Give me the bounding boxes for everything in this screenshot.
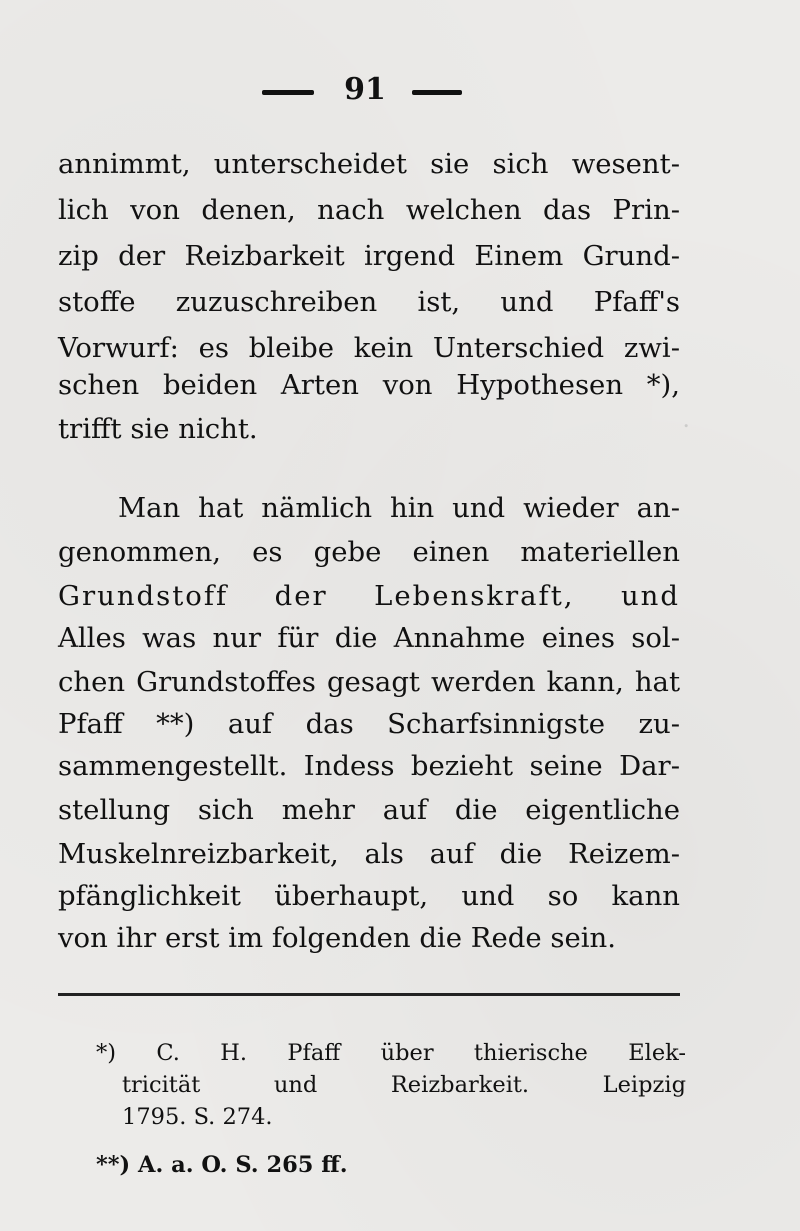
footnote-line: tricität und Reizbarkeit. Leipzig	[122, 1072, 686, 1098]
header-dash-right	[412, 90, 462, 95]
body-line: stoffe zuzuschreiben ist, und Pfaff's	[58, 286, 680, 318]
footnote-line: 1795. S. 274.	[122, 1104, 273, 1130]
body-line: Pfaff **) auf das Scharfsinnigste zu-	[58, 708, 680, 740]
page-number: 91	[344, 72, 386, 107]
body-line: Muskelnreizbarkeit, als auf die Reizem-	[58, 838, 680, 870]
body-line: stellung sich mehr auf die eigentliche	[58, 794, 680, 826]
body-line: von ihr erst im folgenden die Rede sein.	[58, 922, 616, 954]
show-through-text: .	[682, 405, 690, 433]
body-line: sammengestellt. Indess bezieht seine Dar-	[58, 750, 680, 782]
page-header	[0, 72, 800, 112]
body-line: genommen, es gebe einen materiellen	[58, 536, 680, 568]
body-line: annimmt, unterscheidet sie sich wesent-	[58, 148, 680, 180]
body-line: Grundstoff der Lebenskraft, und	[58, 580, 680, 612]
footnote-line: **) A. a. O. S. 265 ff.	[96, 1152, 348, 1178]
body-line: pfänglichkeit überhaupt, und so kann	[58, 880, 680, 912]
body-line: zip der Reizbarkeit irgend Einem Grund-	[58, 240, 680, 272]
body-line: schen beiden Arten von Hypothesen *),	[58, 369, 680, 401]
body-line: lich von denen, nach welchen das Prin-	[58, 194, 680, 226]
footnote-line: *) C. H. Pfaff über thierische Elek-	[96, 1040, 686, 1066]
body-line: Man hat nämlich hin und wieder an-	[118, 492, 680, 524]
header-dash-left	[262, 90, 314, 95]
body-line: trifft sie nicht.	[58, 413, 258, 445]
body-line: chen Grundstoffes gesagt werden kann, hat	[58, 666, 680, 698]
footnote-divider	[58, 993, 680, 996]
body-line: Vorwurf: es bleibe kein Unterschied zwi-	[58, 332, 680, 364]
body-line: Alles was nur für die Annahme eines sol-	[58, 622, 680, 654]
